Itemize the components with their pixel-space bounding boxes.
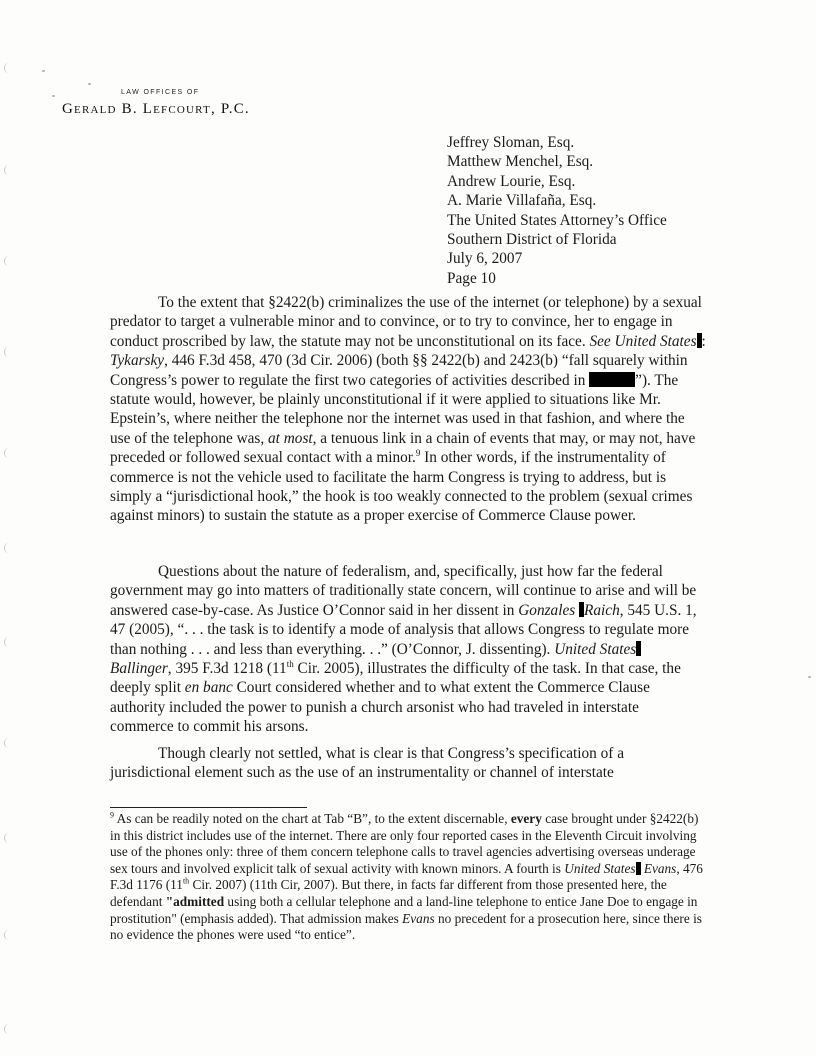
binder-hole-mark — [4, 448, 12, 458]
footnote-divider — [110, 807, 307, 808]
binder-hole-mark — [4, 63, 12, 73]
addressee-line: Andrew Lourie, Esq. — [447, 172, 576, 190]
binder-hole-mark — [4, 347, 12, 357]
scan-speck — [52, 95, 55, 97]
body-paragraph: Though clearly not settled, what is clear is that Congress’s specification of a jurisdictional element such as the use of an instrumentality or channel of interstate — [110, 745, 625, 782]
binder-hole-mark — [4, 256, 12, 266]
binder-hole-mark — [4, 637, 12, 647]
letterhead-firm-name: Gerald B. Lefcourt, P.C. — [62, 101, 250, 117]
letter-date: July 6, 2007 — [447, 250, 523, 268]
binder-hole-mark — [4, 833, 12, 843]
addressee-line: Matthew Menchel, Esq. — [447, 153, 594, 171]
addressee-line: Southern District of Florida — [447, 231, 617, 249]
binder-hole-mark — [4, 738, 12, 748]
binder-hole-mark — [4, 1024, 12, 1034]
letterhead-label: LAW OFFICES OF — [121, 89, 200, 96]
binder-hole-mark — [4, 165, 12, 175]
addressee-line: The United States Attorney’s Office — [447, 211, 667, 229]
addressee-line: A. Marie Villafaña, Esq. — [447, 192, 597, 210]
addressee-block — [447, 133, 667, 288]
binder-hole-mark — [4, 930, 12, 940]
binder-hole-mark — [4, 543, 12, 553]
body-paragraph: Questions about the nature of federalism, and, specifically, just how far the federal government may go into matters of traditionally state concern, will continue to arise and will be answered case-by-case. As Justice O’Connor said in her dissent in Gonzales Raich, 545 U.S. 1, 47 (2005), “. . . the task is to identify a mode of analysis that allows Congress to regulate more than nothing . . . and less than everything. . .” (O’Connor, J. dissenting). United States Ballinger, 395 F.3d 1218 (11th Cir. 2005), illustrates the difficulty of the task. In that case, the deeply split en banc Court considered whether and to what extent the Commerce Clause authority included the power to punish a church arsonist who had traveled in interstate commerce to commit his arsons. — [110, 563, 697, 736]
body-paragraph: To the extent that §2422(b) criminalizes the use of the internet (or telephone) by a sexual predator to target a vulnerable minor and to convince, or to try to convince, her to engage in conduct proscribed by law, the statute may not be unconstitutional on its face. See United States : Tykarsky, 446 F.3d 458, 470 (3d Cir. 2006) (both §§ 2422(b) and 2423(b) “fall squarely within Congress’s power to regulate the first two categories of activities described in ”). The statute would, however, be plainly unconstitutional if it were applied to situations like Mr. Epstein’s, where neither the telephone nor the internet was used in that fashion, and where the use of the telephone was, at most, a tenuous link in a chain of events that may, or may not, have preceded or followed sexual contact with a minor.$^9$ In other words, if the instrumentality of commerce is not the vehicle used to facilitate the harm Congress is trying to address, but is simply a “jurisdictional hook,” the hook is too weakly connected to the problem (sexual crimes against minors) to sustain the statute as a proper exercise of Commerce Clause power. — [110, 294, 706, 525]
footnote-number: 9 — [110, 810, 114, 820]
addressee-line: Jeffrey Sloman, Esq. — [447, 134, 575, 151]
scan-speck — [88, 83, 91, 85]
redaction-box — [636, 641, 641, 656]
scan-speck — [808, 676, 811, 678]
redaction-box — [636, 862, 641, 875]
footnote-ref: 9 — [415, 448, 421, 459]
scan-speck — [42, 70, 45, 72]
footnote: $^9$ As can be readily noted on the chart at Tab “B”, to the extent discernable, every case brought under §2422(b) in this district includes use of the internet. There are only four reported cases in the Eleventh Circuit involving use of the phones only: three of them concern telephone calls to travel agencies advertising overseas underage sex tours and involved explicit talk of sexual activity with known minors. A fourth is United States Evans, 476 F.3d 1176 (11th Cir. 2007) (11th Cir, 2007). But there, in facts far different from those presented here, the defendant "admitted using both a cellular telephone and a land-line telephone to entice Jane Doe to engage in prostitution" (emphasis added). That admission makes Evans no precedent for a prosecution here, since there is no evidence the phones were used “to entice”. — [110, 810, 703, 943]
page-number: Page 10 — [447, 269, 496, 287]
redaction-box — [589, 372, 635, 387]
